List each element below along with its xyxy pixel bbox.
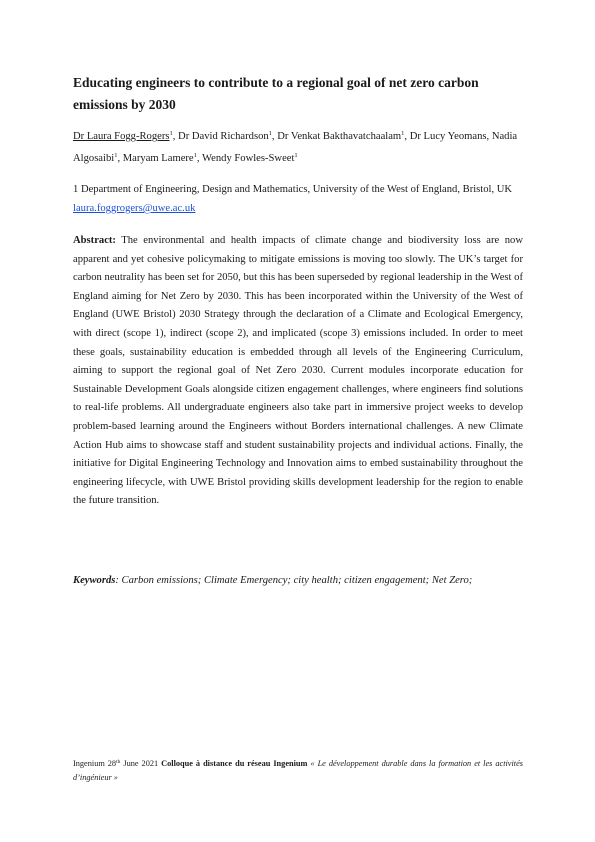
footer-event: Ingenium 28: [73, 759, 117, 768]
author-name: Dr Lucy Yeomans: [409, 131, 487, 142]
abstract: [73, 232, 523, 511]
author-email-link[interactable]: laura.foggrogers@uwe.ac.uk: [73, 203, 196, 214]
author-separator: ,: [271, 131, 278, 142]
author-separator: ,: [404, 131, 410, 142]
author-separator: ,: [172, 131, 179, 142]
author-affiliation-mark: 1: [114, 152, 118, 159]
author-name: Dr Laura Fogg-Rogers: [73, 131, 170, 142]
paper-title: Educating engineers to contribute to a regional goal of net zero carbon emissions by 2030: [73, 75, 479, 112]
affiliation: [73, 180, 523, 218]
footer-date: June 2021: [120, 759, 162, 768]
author-name: Dr David Richardson: [178, 131, 269, 142]
page-footer: [73, 756, 523, 784]
paper-page: [73, 0, 523, 842]
keywords-label: Keywords: [73, 575, 116, 586]
author-affiliation-mark: 1: [193, 152, 197, 159]
author-name: Wendy Fowles-Sweet: [202, 153, 295, 164]
footer-colloquium: Colloque à distance du réseau Ingenium: [161, 759, 308, 768]
author-name: Maryam Lamere: [122, 153, 194, 164]
keywords: [73, 572, 523, 590]
author-separator: ,: [117, 153, 123, 164]
author-list: [73, 124, 523, 168]
author-separator: ,: [196, 153, 202, 164]
author-affiliation-mark: 1: [294, 152, 298, 159]
author-name: Dr Venkat Bakthavatchaalam: [277, 131, 402, 142]
footer-theme: « Le développement durable dans la formation et les activités d’ingénieur »: [73, 759, 524, 782]
keywords-text: : Carbon emissions; Climate Emergency; city health; citizen engagement; Net Zero;: [115, 575, 473, 586]
author-separator: ,: [486, 131, 492, 142]
footer-date-suffix: th: [116, 759, 121, 765]
affiliation-text: 1 Department of Engineering, Design and Mathematics, University of the West of England, Bristol, UK: [73, 184, 513, 195]
author-affiliation-mark: 1: [268, 130, 272, 137]
author-affiliation-mark: 1: [401, 130, 405, 137]
author-name: Nadia Algosaibi: [73, 131, 518, 164]
author-affiliation-mark: 1: [169, 130, 173, 137]
abstract-label: Abstract:: [73, 235, 116, 246]
abstract-text: The environmental and health impacts of climate change and biodiversity loss are now apparent and yet cohesive policymaking to mitigate emissions is moving too slowly. The UK’s target for carbon neutrality has been set for 2050, but this has been superseded by regional leadership in the West of England aiming for Net Zero by 2030. This has been incorporated within the University of the West of England (UWE Bristol) 2030 Strategy through the declaration of a Climate and Ecological Emergency, with direct (scope 1), indirect (scope 2), and implicated (scope 3) emissions included. In order to meet these goals, sustainability education is embedded through all levels of the Engineering Curriculum, aiming to support the regional goal of Net Zero 2030. Current modules incorporate education for Sustainable Development Goals alongside citizen engagement challenges, where engineers find solutions to real-life problems. All undergraduate engineers also take part in immersive project weeks to develop problem-based learning around the Engineers without Borders international challenges. A new Climate Action Hub aims to showcase staff and student sustainability projects and individual actions. Finally, the initiative for Digital Engineering Technology and Innovation aims to embed sustainability throughout the engineering lifecycle, with UWE Bristol providing skills development leadership for the region to enable the future transition.: [73, 235, 523, 507]
